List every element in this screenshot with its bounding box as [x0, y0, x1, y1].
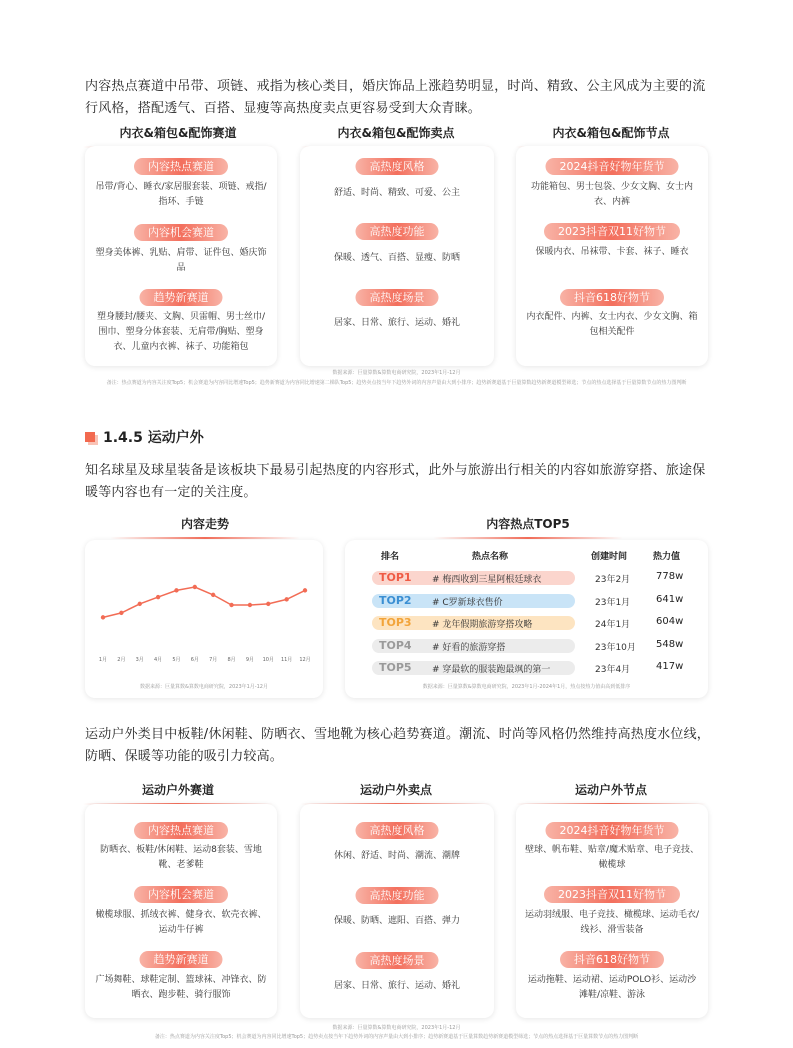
top5-heat-value: 417w [656, 661, 684, 672]
double11-node-text: 保暖内衣、吊袜带、卡套、袜子、睡衣 [535, 247, 689, 257]
pill-hot-function: 高热度功能 [356, 223, 439, 240]
top5-heat-value: 548w [656, 638, 684, 650]
opportunity-track-b-text: 橄榄球服、抓绒衣裤、健身衣、软壳衣裤、运动牛仔裤 [95, 910, 267, 935]
pill-hot-track-b: 内容热点赛道 [134, 822, 228, 839]
trend-point [211, 593, 215, 597]
top5-topic-name: # 梅西收到三星阿根廷球衣 [432, 575, 542, 585]
pill-618-node-b: 抖音618好物节 [560, 951, 664, 968]
top5-rank: TOP2 [379, 593, 412, 607]
pill-opportunity-track-b: 内容机会赛道 [134, 886, 228, 903]
section-marker [85, 432, 95, 442]
hot-style-text: 舒适、时尚、精致、可爱、公主 [333, 188, 460, 198]
hot-style-b-text: 休闲、舒适、时尚、潮流、潮牌 [333, 851, 460, 861]
bottom-column-title-node: 运动户外节点 [511, 781, 711, 805]
header-name: 热点名称 [472, 552, 509, 562]
top5-date: 23年2月 [595, 575, 631, 585]
pill-618-node: 抖音618好物节 [560, 289, 664, 306]
x-tick-label: 1月 [98, 657, 108, 663]
pill-hot-function-b: 高热度功能 [356, 887, 439, 904]
top5-topic-name: # 好看的旅游穿搭 [432, 642, 506, 653]
top5-heat-value: 778w [656, 571, 684, 582]
top5-source-note: 数据来源：巨量算数&算数电商研究院，2023年1月-2024年1月，热点按热力值由高到低排序 [422, 684, 631, 690]
hot-scene-b-text: 居家、日常、旅行、运动、婚礼 [333, 981, 460, 991]
pill-hot-scene-b: 高热度场景 [356, 952, 439, 969]
newyear-node-b-text: 壁球、帆布鞋、贴章/魔术贴章、电子竞技、橄榄球 [524, 845, 700, 870]
trend-point [156, 595, 160, 599]
x-tick-label: 9月 [245, 657, 255, 663]
trend-point [284, 597, 288, 601]
trend-point [266, 602, 270, 606]
bottom-remark-note: 备注：热点赛道为内容关注度Top5；机会赛道为内容同比增速Top5；趋势卖点按当年下趋势外词的内容声量由大到小排序；趋势新赛道基于巨量算数趋势新赛道模型筛选；节点的热点选择基于巨量算数节点的热力图判断 [154, 1034, 639, 1040]
trend-line-chart [85, 540, 323, 698]
hot-scene-text: 居家、日常、旅行、运动、婚礼 [333, 318, 460, 328]
column-title-node: 内衣&箱包&配饰节点 [511, 124, 711, 148]
x-tick-label: 10月 [262, 657, 274, 663]
top5-heat-value: 641w [656, 593, 684, 605]
x-tick-label: 4月 [153, 657, 163, 663]
x-tick-label: 6月 [190, 657, 199, 663]
pill-double11-node-b: 2023抖音双11好物节 [544, 886, 680, 903]
hot-track-text: 吊带/背心、睡衣/家居服套装、项链、戒指/指环、手链 [95, 182, 267, 207]
top5-title: 内容热点TOP5 [428, 515, 628, 539]
column-title-track: 内衣&箱包&配饰赛道 [78, 124, 278, 148]
trend-point [119, 611, 123, 615]
top5-topic-name: # 穿最软的服装跑最飒的第一 [432, 665, 551, 675]
node-card [516, 146, 708, 366]
x-tick-label: 12月 [299, 657, 311, 663]
source-note: 数据来源：巨量算数&算数电商研究院，2023年1月-12月 [332, 370, 461, 376]
newyear-node-text: 功能箱包、男士包袋、少女文胸、女士内衣、内裤 [530, 182, 693, 207]
top5-heat-value: 604w [656, 616, 684, 627]
trend-source-note: 数据来源：巨量算数&算数电商研究院，2023年1月-12月 [140, 684, 268, 690]
pill-hot-style: 高热度风格 [356, 158, 439, 175]
pill-opportunity-track: 内容机会赛道 [134, 224, 228, 241]
trend-title: 内容走势 [105, 515, 305, 539]
trend-point [138, 602, 142, 606]
bottom-column-title-track: 运动户外赛道 [78, 781, 278, 805]
track-card [85, 146, 277, 366]
hot-function-b-text: 保暖、防晒、遮阳、百搭、弹力 [333, 916, 460, 926]
pill-newyear-node-b: 2024抖音好物年货节 [546, 822, 679, 839]
top5-topic-name: # 龙年假期旅游穿搭攻略 [432, 620, 533, 630]
top5-rank: TOP1 [379, 571, 412, 584]
trend-point [174, 588, 178, 592]
new-track-text: 塑身腰封/腰夹、文胸、贝雷帽、男士丝巾/围巾、塑身分体套装、无肩带/胸贴、塑身衣、儿童内衣裤、袜子、功能箱包 [96, 312, 266, 352]
top5-date: 24年1月 [595, 620, 631, 630]
618-node-text: 内衣配件、内裤、女士内衣、少女文胸、箱包相关配件 [526, 312, 698, 337]
x-tick-label: 5月 [172, 657, 181, 663]
top5-rank: TOP5 [379, 661, 412, 674]
pill-hot-scene: 高热度场景 [356, 289, 439, 306]
trend-point [229, 603, 233, 607]
hot-track-b-text: 防晒衣、板鞋/休闲鞋、运动8套装、雪地靴、老爹鞋 [100, 845, 262, 870]
trend-point [193, 585, 197, 589]
selling-point-card [300, 146, 494, 366]
top5-topic-name: # C罗新球衣售价 [432, 597, 503, 608]
bottom-source-note: 数据来源：巨量算数&算数电商研究院，2023年1月-12月 [332, 1025, 461, 1031]
top5-rank: TOP4 [379, 638, 412, 652]
bottom-selling-point-card [300, 804, 494, 1018]
opportunity-track-text: 塑身美体裤、乳贴、肩带、证件包、婚庆饰品 [95, 248, 267, 273]
pill-new-track-b: 趋势新赛道 [140, 951, 223, 968]
top5-rank: TOP3 [379, 616, 412, 629]
remark-note: 备注：热点赛道为内容关注度Top5；机会赛道为内容同比增速Top5；趋势新赛道为内容同比增速第二梯队Top5；趋势卖点按当年下趋势外词的内容声量由大到小排序；趋势新赛道基于巨量算数趋势新赛道模型筛选；节点的热点选择基于巨量算数节点的热力图判断 [106, 380, 687, 386]
x-tick-label: 11月 [280, 657, 293, 663]
top5-date: 23年10月 [595, 642, 636, 653]
sports-category-paragraph: 运动户外类目中板鞋/休闲鞋、防晒衣、雪地靴为核心趋势赛道。潮流、时尚等风格仍然维持高热度水位线，防晒、保暖等功能的吸引力较高。 [85, 727, 710, 764]
pill-newyear-node: 2024抖音好物年货节 [546, 158, 679, 175]
section-title: 1.4.5 运动户外 [103, 430, 204, 446]
column-title-selling-point: 内衣&箱包&配饰卖点 [296, 124, 496, 148]
header-rank: 排名 [381, 552, 400, 562]
header-date: 创建时间 [591, 552, 628, 562]
header-value: 热力值 [653, 552, 681, 562]
x-tick-label: 8月 [227, 657, 236, 663]
x-tick-label: 3月 [135, 657, 144, 663]
pill-new-track: 趋势新赛道 [140, 289, 223, 306]
hot-function-text: 保暖、透气、百搭、显瘦、防晒 [333, 253, 460, 263]
x-tick-label: 7月 [209, 657, 218, 663]
pill-double11-node: 2023抖音双11好物节 [544, 223, 680, 240]
trend-point [248, 603, 252, 607]
trend-point [101, 615, 105, 619]
pill-hot-track: 内容热点赛道 [134, 158, 228, 175]
top5-date: 23年1月 [595, 597, 631, 608]
section-heading [85, 426, 204, 448]
double11-node-b-text: 运动羽绒服、电子竞技、橄榄球、运动毛衣/线衫、滑雪装备 [524, 910, 700, 935]
new-track-b-text: 广场舞鞋、球鞋定制、篮球袜、冲锋衣、防晒衣、跑步鞋、骑行服饰 [95, 975, 267, 1000]
trend-card [85, 540, 323, 698]
bottom-track-card [85, 804, 277, 1018]
intro-paragraph: 内容热点赛道中吊带、项链、戒指为核心类目，婚庆饰品上涨趋势明显，时尚、精致、公主风成为主要的流行风格，搭配透气、百搭、显瘦等高热度卖点更容易受到大众青睐。 [85, 79, 706, 116]
618-node-b-text: 运动拖鞋、运动裙、运动POLO衫、运动沙滩鞋/凉鞋、游泳 [527, 975, 697, 1000]
sports-paragraph: 知名球星及球星装备是该板块下最易引起热度的内容形式，此外与旅游出行相关的内容如旅游穿搭、旅途保暖等内容也有一定的关注度。 [85, 463, 706, 500]
pill-hot-style-b: 高热度风格 [356, 822, 439, 839]
top5-date: 23年4月 [595, 665, 631, 675]
x-tick-label: 2月 [117, 657, 126, 663]
trend-point [303, 588, 307, 592]
bottom-node-card [516, 804, 708, 1018]
bottom-column-title-selling-point: 运动户外卖点 [296, 781, 496, 805]
trend-series-line [103, 587, 305, 617]
